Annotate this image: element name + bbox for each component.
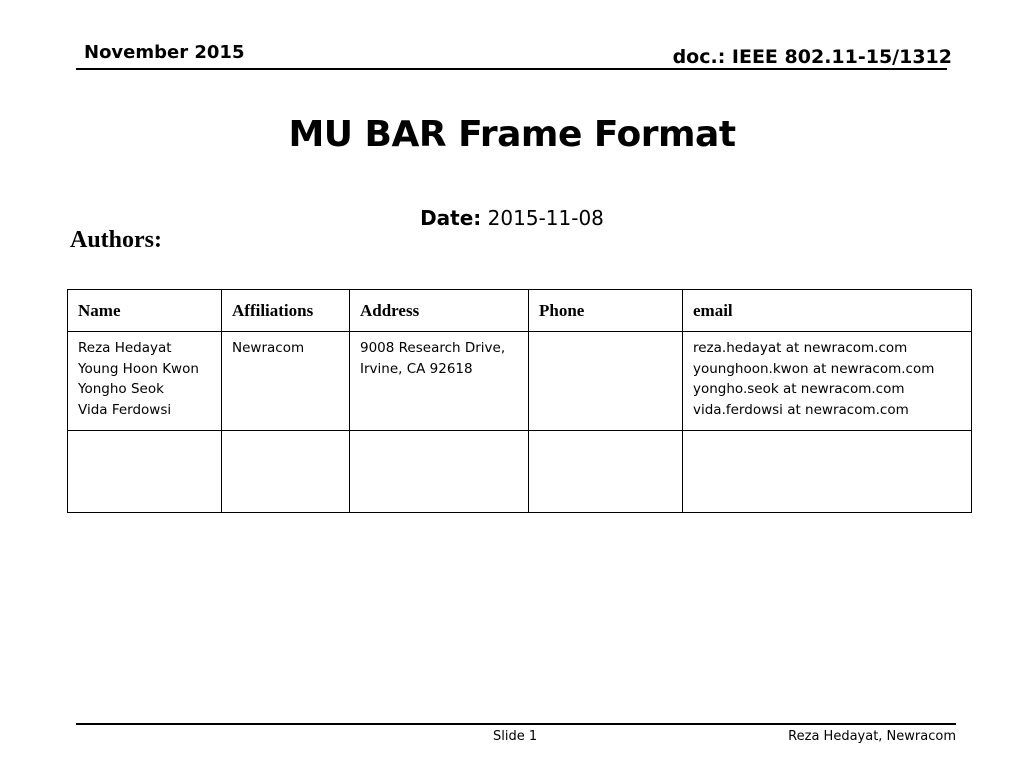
header-doc-id: doc.: IEEE 802.11-15/1312: [672, 46, 952, 68]
authors-heading: Authors:: [70, 227, 163, 253]
table-row-empty: [68, 431, 972, 513]
cell-address: [350, 332, 529, 431]
empty-cell: [350, 431, 529, 513]
column-header-address: Address: [350, 290, 529, 332]
author-name: Young Hoon Kwon: [78, 360, 199, 377]
header-date: November 2015: [84, 42, 245, 63]
empty-cell: [222, 431, 350, 513]
column-header-affiliations: Affiliations: [222, 290, 350, 332]
email-address: younghoon.kwon at newracom.com: [693, 360, 935, 377]
email-address: yongho.seok at newracom.com: [693, 381, 905, 397]
footer-divider: [76, 723, 956, 725]
table-row: [68, 332, 972, 431]
cell-phone: [529, 332, 683, 431]
date-value: 2015-11-08: [487, 206, 604, 230]
page-title: MU BAR Frame Format: [288, 114, 736, 155]
empty-cell: [683, 431, 972, 513]
author-name: Yongho Seok: [78, 381, 164, 397]
table-header-row: [68, 290, 972, 332]
author-name: Vida Ferdowsi: [78, 401, 172, 418]
date-label: Date:: [420, 206, 482, 230]
column-header-name: Name: [68, 290, 222, 332]
empty-cell: [68, 431, 222, 513]
footer-author: Reza Hedayat, Newracom: [788, 729, 956, 744]
authors-table: [67, 289, 972, 513]
cell-email: [683, 332, 972, 431]
address-line: Irvine, CA 92618: [360, 360, 473, 377]
email-address: reza.hedayat at newracom.com: [693, 340, 908, 356]
column-header-phone: Phone: [529, 290, 683, 332]
cell-affiliations: [222, 332, 350, 431]
empty-cell: [529, 431, 683, 513]
address-line: 9008 Research Drive,: [360, 340, 506, 356]
column-header-email: email: [683, 290, 972, 332]
cell-name: [68, 332, 222, 431]
header-divider: [76, 68, 947, 70]
email-address: vida.ferdowsi at newracom.com: [693, 401, 909, 418]
affiliation: Newracom: [232, 340, 305, 356]
slide-number: Slide 1: [493, 729, 538, 744]
author-name: Reza Hedayat: [78, 340, 172, 356]
